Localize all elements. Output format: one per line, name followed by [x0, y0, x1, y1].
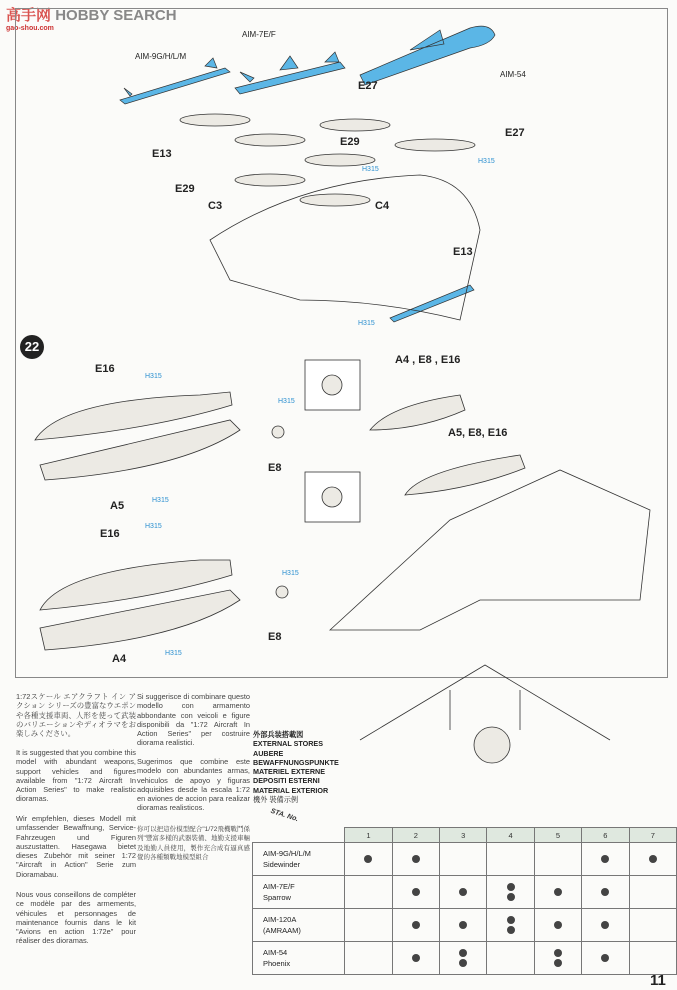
- label-e13: E13: [453, 246, 473, 258]
- load-dot: [601, 921, 609, 929]
- station-cell: [487, 876, 534, 909]
- aim9-missile: [120, 58, 230, 104]
- paint-ref: H315: [152, 497, 169, 504]
- load-dot: [412, 855, 420, 863]
- load-dot: [412, 921, 420, 929]
- station-cell: [345, 909, 392, 942]
- aim9-lower: [390, 285, 474, 322]
- station-cell: [534, 876, 581, 909]
- station-7: 7: [629, 828, 676, 843]
- station-6: 6: [582, 828, 629, 843]
- station-cell: [487, 843, 534, 876]
- station-cell: [534, 942, 581, 975]
- station-cell: [440, 942, 487, 975]
- station-cell: [629, 942, 676, 975]
- load-dot: [412, 888, 420, 896]
- label-a5-e8-e16: A5, E8, E16: [448, 427, 508, 439]
- station-cell: [487, 942, 534, 975]
- station-header: STA. No.: [269, 807, 300, 824]
- label-c3: C3: [208, 200, 223, 212]
- paint-ref: H315: [145, 373, 162, 380]
- table-row: [253, 876, 677, 909]
- paint-ref: H315: [362, 166, 379, 173]
- load-dot: [412, 954, 420, 962]
- load-dot: [507, 916, 515, 924]
- load-dot: [364, 855, 372, 863]
- station-cell: [392, 843, 439, 876]
- paint-ref: H315: [165, 650, 182, 657]
- label-e27: E27: [358, 80, 378, 92]
- external-stores-title: 外部兵装搭載図 EXTERNAL STORES AUBERE BEWAFFNUNGSPUNKTE MATERIEL EXTERNE DEPOSITI ESTERNI MATERIAL EXTERIOR 機外 裝備示例: [253, 730, 339, 805]
- note-spanish: Sugerimos que combine este modelo con abundantes armas, vehiculos de apoyo y figuras adquisibles desde la escala 1:72 en aviones de accion para realizar dioramas realisticos.: [137, 757, 250, 813]
- load-dot: [507, 883, 515, 891]
- load-dot: [601, 888, 609, 896]
- station-cell: [392, 876, 439, 909]
- load-dot: [459, 888, 467, 896]
- table-row: [253, 843, 677, 876]
- load-dot: [507, 926, 515, 934]
- label-e29: E29: [340, 136, 360, 148]
- load-dot: [554, 921, 562, 929]
- paint-ref: H315: [478, 158, 495, 165]
- label-e29: E29: [175, 183, 195, 195]
- station-cell: [440, 843, 487, 876]
- station-cell: [440, 909, 487, 942]
- label-a4: A4: [112, 653, 127, 665]
- page-number: 11: [650, 972, 666, 989]
- note-italian: Si suggerisce di combinare questo modello con armamento abbondante con veicoli e figure disponibili da "1:72 Aircraft In Action Series" per costruire diorama realistici.: [137, 692, 250, 748]
- note-french: Nous vous conseillons de compléter ce modèle par des armements, véhicules et personnages de maintenance fournis dans le kit "Avions en action 1:72e" pour réaliser des dioramas.: [16, 890, 136, 946]
- station-cell: [629, 876, 676, 909]
- load-dot: [601, 954, 609, 962]
- aim7-missile: [235, 52, 345, 94]
- station-cell: [534, 843, 581, 876]
- label-e27: E27: [505, 127, 525, 139]
- station-cell: [345, 876, 392, 909]
- label-e16: E16: [100, 528, 120, 540]
- load-dot: [601, 855, 609, 863]
- step-number: 22: [20, 335, 44, 359]
- paint-ref: H315: [282, 570, 299, 577]
- note-chinese: 你可以把這份模型配合"1/72飛機戰鬥係列"豐富多樣的武器裝備、地勤支援車輛及地勤人員使用，製作充合成有逼真感覺的各種類戰地模型組合: [137, 826, 250, 861]
- note-japanese: 1:72スケール エアクラフト イン アクション シリーズの豊富なウエポンや各種支援車両、人形を使って武装のバリエーションやディオラマをお楽しみください。: [16, 692, 136, 739]
- load-dot: [649, 855, 657, 863]
- station-cell: [392, 909, 439, 942]
- label-e8: E8: [268, 462, 282, 474]
- aim54-missile: [360, 26, 495, 85]
- load-dot: [459, 921, 467, 929]
- label-e13: E13: [152, 148, 172, 160]
- note-english: It is suggested that you combine this model with abundant weapons, support vehicles and figures available from "1:72 Aircraft In Action Series" to make realistic dioramas.: [16, 748, 136, 804]
- load-dot: [459, 949, 467, 957]
- station-cell: [392, 942, 439, 975]
- label-e8: E8: [268, 631, 282, 643]
- load-dot: [554, 959, 562, 967]
- load-dot: [459, 959, 467, 967]
- missile-name: AIM-7E/F Sparrow: [253, 876, 345, 909]
- paint-ref: H315: [278, 398, 295, 405]
- stores-table: [252, 827, 677, 975]
- load-dot: [507, 893, 515, 901]
- station-2: 2: [392, 828, 439, 843]
- label-a5: A5: [110, 500, 125, 512]
- station-cell: [345, 843, 392, 876]
- station-cell: [345, 942, 392, 975]
- load-dot: [554, 888, 562, 896]
- station-3: 3: [440, 828, 487, 843]
- table-row: [253, 942, 677, 975]
- station-cell: [629, 843, 676, 876]
- station-cell: [487, 909, 534, 942]
- station-5: 5: [534, 828, 581, 843]
- table-row: [253, 909, 677, 942]
- missile-name: AIM-9G/H/L/M Sidewinder: [253, 843, 345, 876]
- paint-ref: H315: [358, 320, 375, 327]
- station-cell: [582, 942, 629, 975]
- station-cell: [629, 909, 676, 942]
- note-german: Wir empfehlen, dieses Modell mit umfassender Bewaffnung, Service-Fahrzeugen und Figuren auszustatten. Hasegawa bietet dieses Zubehör mit seiner 1:72 "Aircraft in Action" Serie zum Dioramabau.: [16, 814, 136, 879]
- missile-name: AIM-54 Phoenix: [253, 942, 345, 975]
- label-aim7: AIM-7E/F: [242, 30, 276, 39]
- label-aim54: AIM-54: [500, 70, 526, 79]
- missile-name: AIM-120A (AMRAAM): [253, 909, 345, 942]
- watermark: 高手网 HOBBY SEARCH gao-shou.com: [6, 7, 177, 32]
- station-cell: [582, 843, 629, 876]
- station-cell: [582, 876, 629, 909]
- label-aim9: AIM-9G/H/L/M: [135, 52, 187, 61]
- label-e16: E16: [95, 363, 115, 375]
- station-cell: [440, 876, 487, 909]
- label-c4: C4: [375, 200, 390, 212]
- label-a4-e8-e16: A4 , E8 , E16: [395, 354, 461, 366]
- station-cell: [534, 909, 581, 942]
- load-dot: [554, 949, 562, 957]
- station-cell: [582, 909, 629, 942]
- station-1: 1: [345, 828, 392, 843]
- paint-ref: H315: [145, 523, 162, 530]
- station-4: 4: [487, 828, 534, 843]
